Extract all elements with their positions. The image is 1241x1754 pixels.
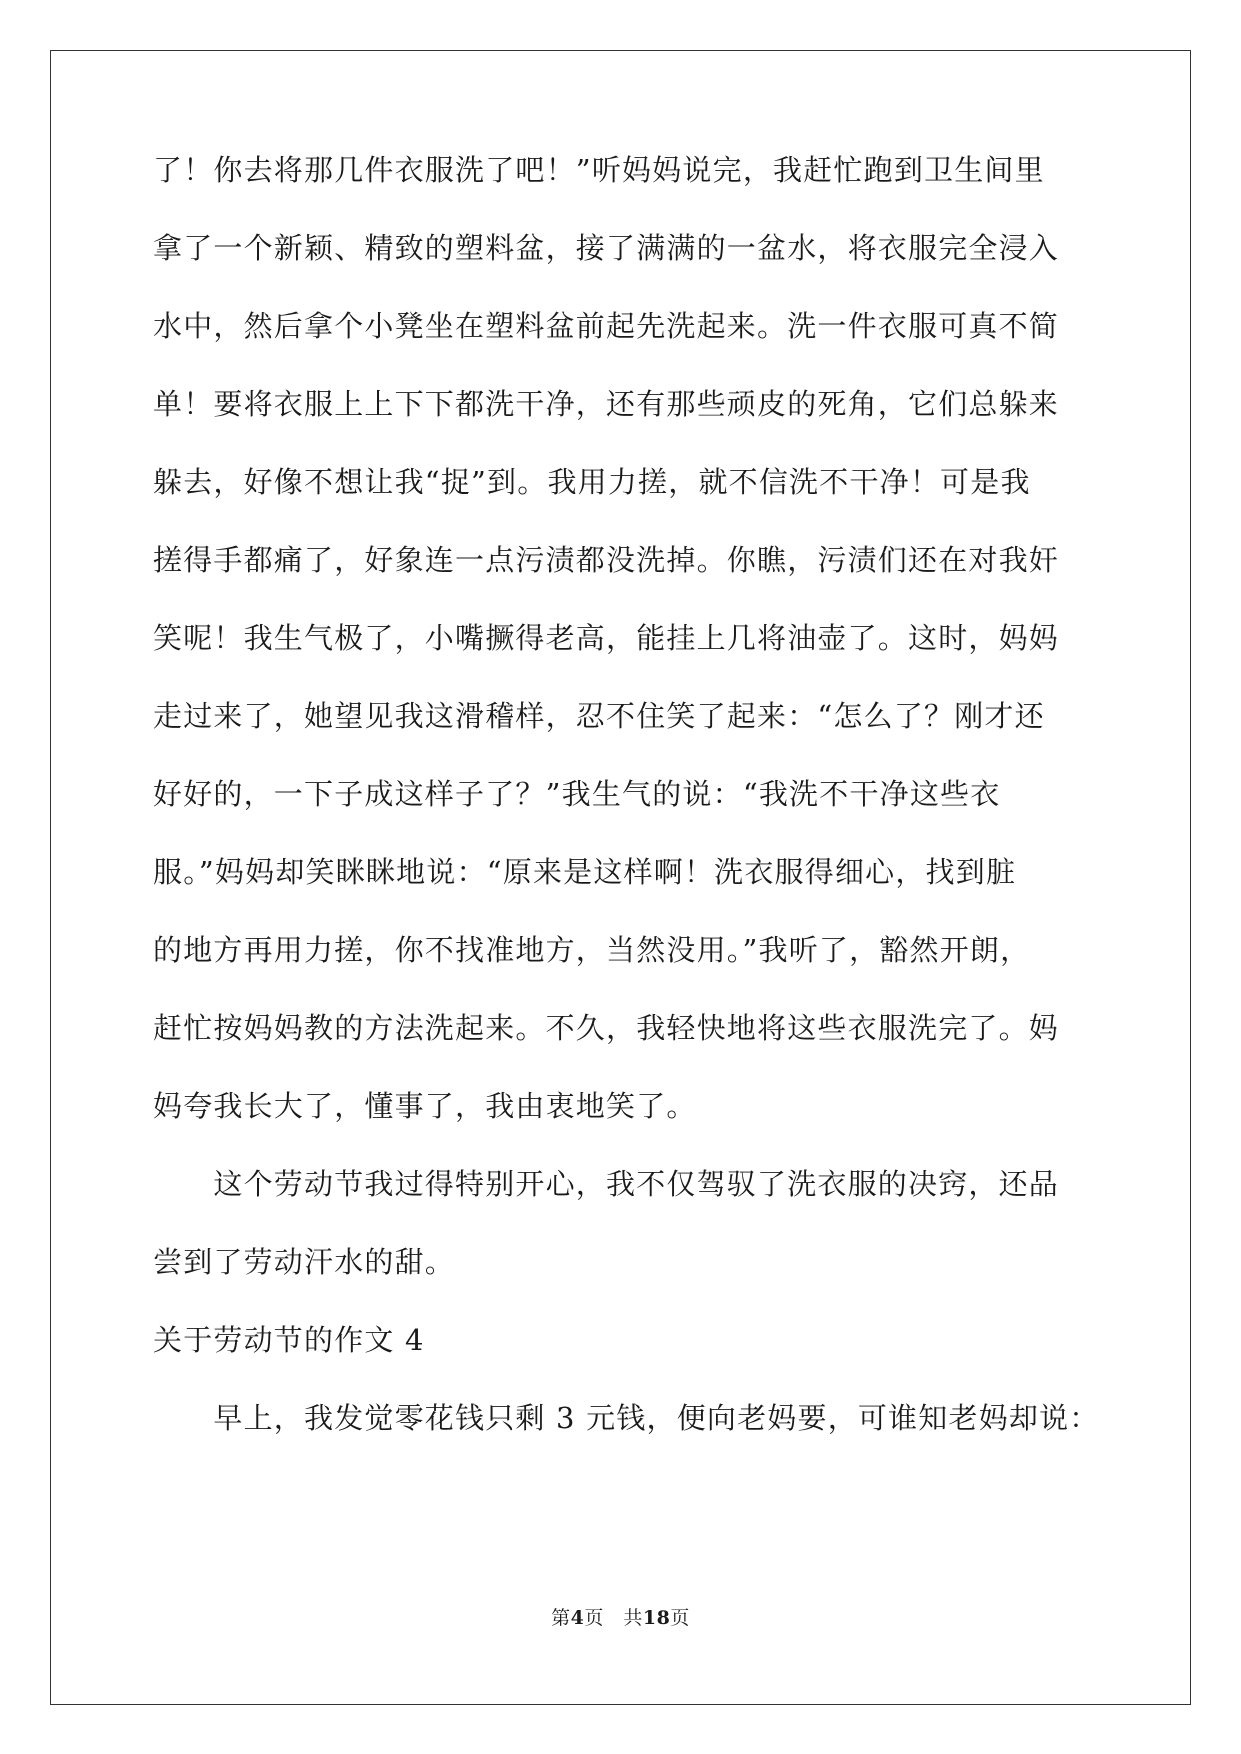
text-line: 拿了一个新颖、精致的塑料盆，接了满满的一盆水，将衣服完全浸入: [153, 231, 1060, 265]
text-line: 尝到了劳动汗水的甜。: [153, 1245, 456, 1279]
page-footer: [0, 1606, 1241, 1630]
footer-suffix: 页: [670, 1607, 690, 1629]
paragraph-line: 早上，我发觉零花钱只剩 3 元钱，便向老妈要，可谁知老妈却说：: [153, 1401, 1100, 1435]
footer-prefix: 第: [551, 1607, 571, 1629]
text-line: 笑呢！我生气极了，小嘴撅得老高，能挂上几将油壶了。这时，妈妈: [153, 621, 1060, 655]
text-line: 搓得手都痛了，好象连一点污渍都没洗掉。你瞧，污渍们还在对我奸: [153, 543, 1060, 577]
current-page-number: 4: [570, 1607, 585, 1629]
text-line: 的地方再用力搓，你不找准地方，当然没用。”我听了，豁然开朗，: [153, 933, 1031, 967]
text-line: 赶忙按妈妈教的方法洗起来。不久，我轻快地将这些衣服洗完了。妈: [153, 1011, 1060, 1045]
text-line: 走过来了，她望见我这滑稽样，忍不住笑了起来：“怎么了？刚才还: [153, 699, 1045, 733]
text-line: 好好的，一下子成这样子了？”我生气的说：“我洗不干净这些衣: [153, 777, 1001, 811]
text-line: 了！你去将那几件衣服洗了吧！”听妈妈说完，我赶忙跑到卫生间里: [153, 153, 1045, 187]
total-page-count: 18: [642, 1607, 671, 1629]
text-line: 水中，然后拿个小凳坐在塑料盆前起先洗起来。洗一件衣服可真不简: [153, 309, 1060, 343]
text-line: 服。”妈妈却笑眯眯地说：“原来是这样啊！洗衣服得细心，找到脏: [153, 855, 1017, 889]
text-line: 躲去，好像不想让我“捉”到。我用力搓，就不信洗不干净！可是我: [153, 465, 1031, 499]
paragraph-line: 这个劳动节我过得特别开心，我不仅驾驭了洗衣服的决窍，还品: [153, 1167, 1060, 1201]
section-heading: 关于劳动节的作文 4: [153, 1323, 425, 1357]
footer-mid: 页 共: [584, 1607, 643, 1629]
text-line: 单！要将衣服上上下下都洗干净，还有那些顽皮的死角，它们总躲来: [153, 387, 1060, 421]
text-line: 妈夸我长大了，懂事了，我由衷地笑了。: [153, 1089, 697, 1123]
